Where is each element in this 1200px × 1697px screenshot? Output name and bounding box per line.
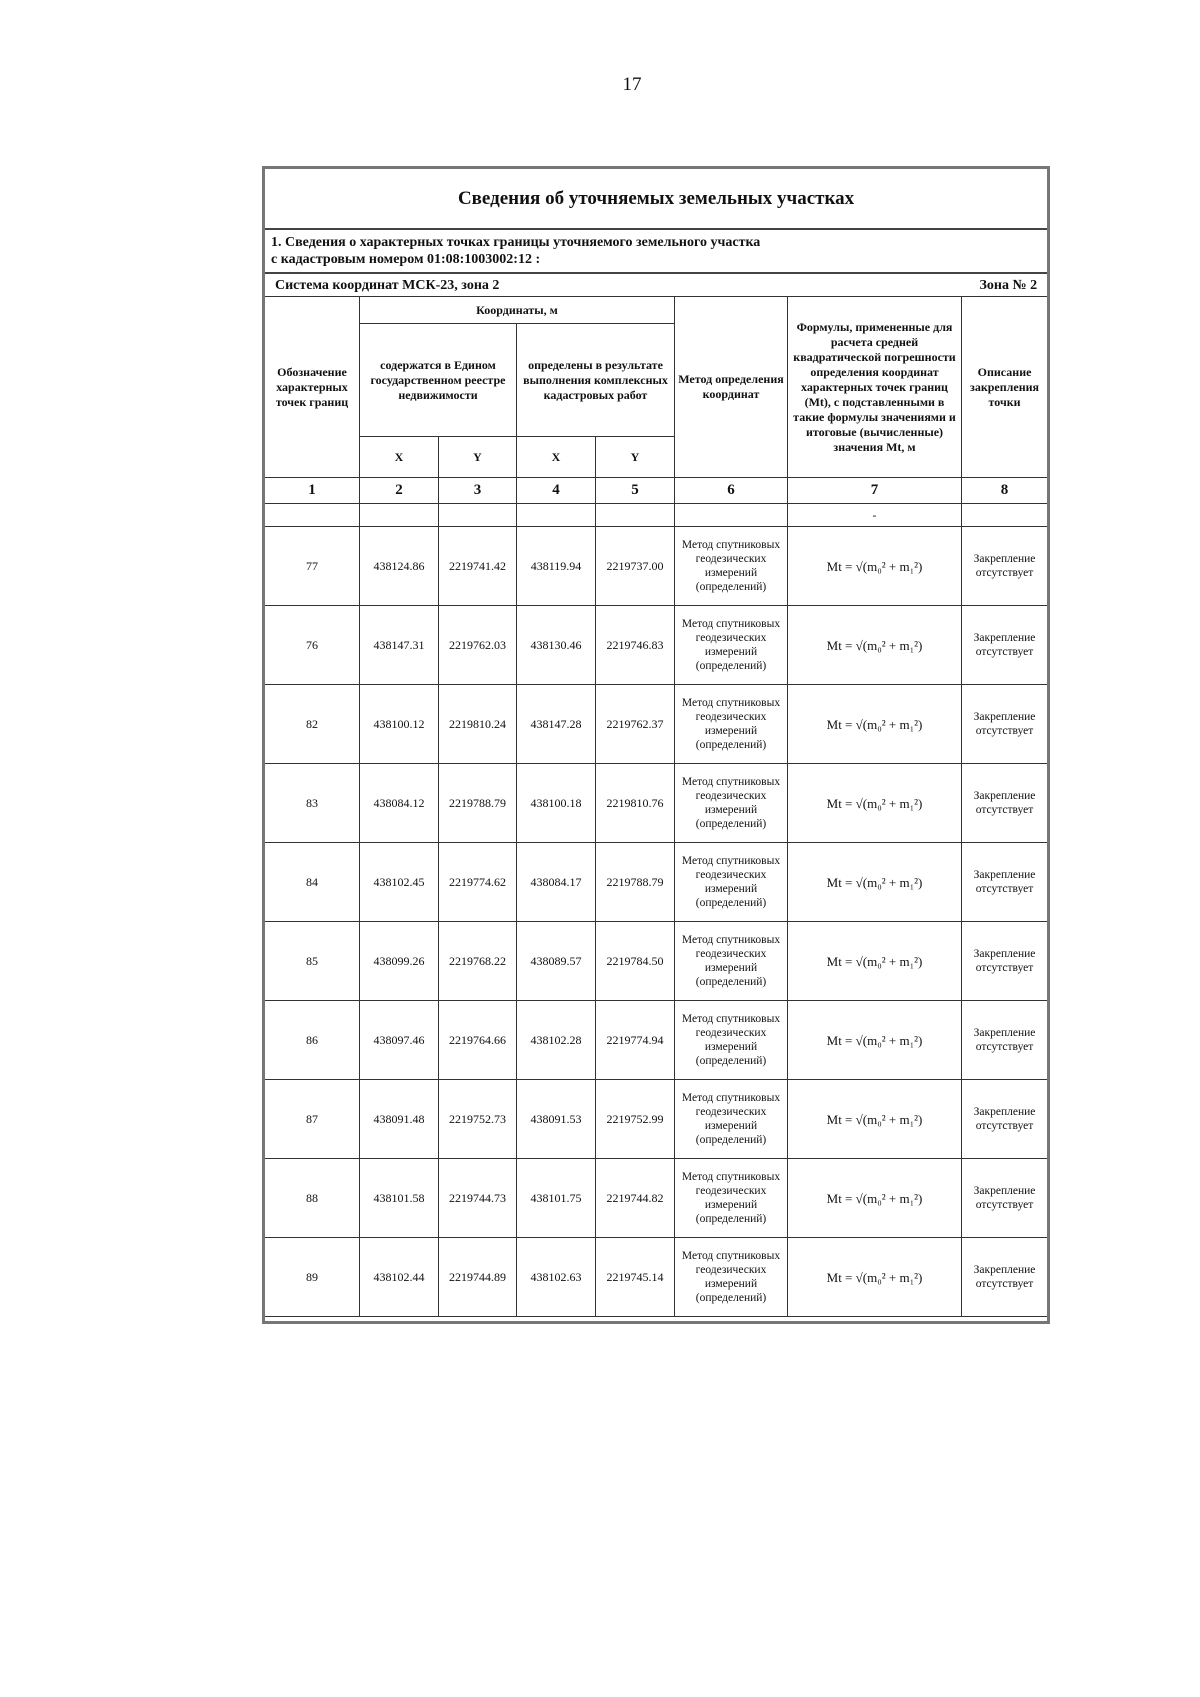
method: Метод спутниковых геодезических измерений (определений) bbox=[675, 1159, 788, 1238]
y-egrn: 2219741.42 bbox=[439, 527, 517, 606]
x-egrn: 438124.86 bbox=[360, 527, 439, 606]
method: Метод спутниковых геодезических измерений (определений) bbox=[675, 922, 788, 1001]
table-row bbox=[264, 527, 1049, 606]
section-heading bbox=[264, 229, 1049, 273]
x-egrn: 438084.12 bbox=[360, 764, 439, 843]
blank-row bbox=[264, 504, 1049, 527]
formula: Mt = √(m₀² + m₁²) bbox=[788, 1001, 962, 1080]
bottom-spacer bbox=[264, 1317, 1049, 1323]
header-determined: определены в результате выполнения комплексных кадастровых работ bbox=[517, 324, 675, 437]
x-egrn: 438100.12 bbox=[360, 685, 439, 764]
x-determined: 438084.17 bbox=[517, 843, 596, 922]
y-egrn: 2219768.22 bbox=[439, 922, 517, 1001]
method: Метод спутниковых геодезических измерений (определений) bbox=[675, 843, 788, 922]
column-number: 1 bbox=[264, 478, 360, 504]
x-egrn: 438091.48 bbox=[360, 1080, 439, 1159]
description: Закрепление отсутствует bbox=[962, 1238, 1049, 1317]
y-determined: 2219788.79 bbox=[596, 843, 675, 922]
y-determined: 2219762.37 bbox=[596, 685, 675, 764]
header-y-egrn: Y bbox=[439, 437, 517, 478]
header-formulas: Формулы, примененные для расчета средней квадратической погрешности определения координат характерных точек границ (Mt), с подставленными в такие формулы значениями и итоговые (вычисленные) значения Mt, м bbox=[788, 297, 962, 478]
y-egrn: 2219744.73 bbox=[439, 1159, 517, 1238]
x-determined: 438091.53 bbox=[517, 1080, 596, 1159]
land-plot-table bbox=[262, 166, 1050, 1324]
method: Метод спутниковых геодезических измерений (определений) bbox=[675, 1080, 788, 1159]
x-determined: 438119.94 bbox=[517, 527, 596, 606]
description: Закрепление отсутствует bbox=[962, 764, 1049, 843]
y-egrn: 2219774.62 bbox=[439, 843, 517, 922]
formula: Mt = √(m₀² + m₁²) bbox=[788, 1159, 962, 1238]
point-number: 84 bbox=[264, 843, 360, 922]
x-egrn: 438101.58 bbox=[360, 1159, 439, 1238]
table-bottom-rule bbox=[264, 1317, 1049, 1323]
table-row bbox=[264, 922, 1049, 1001]
y-egrn: 2219752.73 bbox=[439, 1080, 517, 1159]
y-egrn: 2219764.66 bbox=[439, 1001, 517, 1080]
blank-dash: - bbox=[788, 504, 962, 527]
point-number: 87 bbox=[264, 1080, 360, 1159]
y-determined: 2219752.99 bbox=[596, 1080, 675, 1159]
x-determined: 438089.57 bbox=[517, 922, 596, 1001]
table-row bbox=[264, 1238, 1049, 1317]
y-determined: 2219746.83 bbox=[596, 606, 675, 685]
y-egrn: 2219810.24 bbox=[439, 685, 517, 764]
point-number: 88 bbox=[264, 1159, 360, 1238]
header-description: Описание закрепления точки bbox=[962, 297, 1049, 478]
section-line-2: с кадастровым номером 01:08:1003002:12 : bbox=[271, 252, 541, 267]
point-number: 83 bbox=[264, 764, 360, 843]
x-determined: 438101.75 bbox=[517, 1159, 596, 1238]
x-egrn: 438102.45 bbox=[360, 843, 439, 922]
x-egrn: 438102.44 bbox=[360, 1238, 439, 1317]
coord-system: Система координат МСК-23, зона 2 bbox=[275, 277, 500, 293]
method: Метод спутниковых геодезических измерений (определений) bbox=[675, 606, 788, 685]
y-determined: 2219810.76 bbox=[596, 764, 675, 843]
description: Закрепление отсутствует bbox=[962, 606, 1049, 685]
header-point-designation: Обозначение характерных точек границ bbox=[264, 297, 360, 478]
x-determined: 438130.46 bbox=[517, 606, 596, 685]
method: Метод спутниковых геодезических измерений (определений) bbox=[675, 1001, 788, 1080]
table-row bbox=[264, 606, 1049, 685]
table-row bbox=[264, 685, 1049, 764]
y-determined: 2219774.94 bbox=[596, 1001, 675, 1080]
formula: Mt = √(m₀² + m₁²) bbox=[788, 922, 962, 1001]
blank-cell bbox=[596, 504, 675, 527]
x-egrn: 438147.31 bbox=[360, 606, 439, 685]
description: Закрепление отсутствует bbox=[962, 843, 1049, 922]
formula: Mt = √(m₀² + m₁²) bbox=[788, 1238, 962, 1317]
y-egrn: 2219762.03 bbox=[439, 606, 517, 685]
blank-cell bbox=[962, 504, 1049, 527]
formula: Mt = √(m₀² + m₁²) bbox=[788, 606, 962, 685]
description: Закрепление отсутствует bbox=[962, 1080, 1049, 1159]
blank-cell bbox=[439, 504, 517, 527]
method: Метод спутниковых геодезических измерений (определений) bbox=[675, 527, 788, 606]
point-number: 76 bbox=[264, 606, 360, 685]
column-number: 2 bbox=[360, 478, 439, 504]
header-egrn: содержатся в Едином государственном реестре недвижимости bbox=[360, 324, 517, 437]
column-number: 7 bbox=[788, 478, 962, 504]
column-number: 3 bbox=[439, 478, 517, 504]
header-x-egrn: X bbox=[360, 437, 439, 478]
description: Закрепление отсутствует bbox=[962, 1001, 1049, 1080]
column-number: 8 bbox=[962, 478, 1049, 504]
blank-cell bbox=[517, 504, 596, 527]
blank-cell bbox=[264, 504, 360, 527]
description: Закрепление отсутствует bbox=[962, 922, 1049, 1001]
formula: Mt = √(m₀² + m₁²) bbox=[788, 685, 962, 764]
method: Метод спутниковых геодезических измерений (определений) bbox=[675, 685, 788, 764]
y-egrn: 2219788.79 bbox=[439, 764, 517, 843]
method: Метод спутниковых геодезических измерений (определений) bbox=[675, 1238, 788, 1317]
coord-system-row bbox=[264, 273, 1049, 297]
column-number: 6 bbox=[675, 478, 788, 504]
method: Метод спутниковых геодезических измерений (определений) bbox=[675, 764, 788, 843]
x-determined: 438102.28 bbox=[517, 1001, 596, 1080]
description: Закрепление отсутствует bbox=[962, 1159, 1049, 1238]
page-number: 17 bbox=[622, 74, 642, 95]
header-coordinates: Координаты, м bbox=[360, 297, 675, 324]
x-determined: 438102.63 bbox=[517, 1238, 596, 1317]
x-egrn: 438097.46 bbox=[360, 1001, 439, 1080]
formula: Mt = √(m₀² + m₁²) bbox=[788, 1080, 962, 1159]
y-determined: 2219744.82 bbox=[596, 1159, 675, 1238]
formula: Mt = √(m₀² + m₁²) bbox=[788, 764, 962, 843]
x-egrn: 438099.26 bbox=[360, 922, 439, 1001]
column-number: 5 bbox=[596, 478, 675, 504]
formula: Mt = √(m₀² + m₁²) bbox=[788, 527, 962, 606]
y-egrn: 2219744.89 bbox=[439, 1238, 517, 1317]
table-title: Сведения об уточняемых земельных участках bbox=[264, 168, 1049, 230]
description: Закрепление отсутствует bbox=[962, 685, 1049, 764]
y-determined: 2219737.00 bbox=[596, 527, 675, 606]
description: Закрепление отсутствует bbox=[962, 527, 1049, 606]
formula: Mt = √(m₀² + m₁²) bbox=[788, 843, 962, 922]
header-method: Метод определения координат bbox=[675, 297, 788, 478]
x-determined: 438147.28 bbox=[517, 685, 596, 764]
column-number-row bbox=[264, 478, 1049, 504]
x-determined: 438100.18 bbox=[517, 764, 596, 843]
point-number: 85 bbox=[264, 922, 360, 1001]
y-determined: 2219784.50 bbox=[596, 922, 675, 1001]
zone-label: Зона № 2 bbox=[979, 277, 1038, 293]
section-line-1: 1. Сведения о характерных точках границы уточняемого земельного участка bbox=[271, 235, 761, 250]
blank-cell bbox=[360, 504, 439, 527]
blank-cell bbox=[675, 504, 788, 527]
point-number: 77 bbox=[264, 527, 360, 606]
table-row bbox=[264, 1159, 1049, 1238]
y-determined: 2219745.14 bbox=[596, 1238, 675, 1317]
point-number: 82 bbox=[264, 685, 360, 764]
table-row bbox=[264, 843, 1049, 922]
header-y-determined: Y bbox=[596, 437, 675, 478]
table-row bbox=[264, 1001, 1049, 1080]
table-row bbox=[264, 1080, 1049, 1159]
table-row bbox=[264, 764, 1049, 843]
column-number: 4 bbox=[517, 478, 596, 504]
point-number: 86 bbox=[264, 1001, 360, 1080]
header-x-determined: X bbox=[517, 437, 596, 478]
point-number: 89 bbox=[264, 1238, 360, 1317]
